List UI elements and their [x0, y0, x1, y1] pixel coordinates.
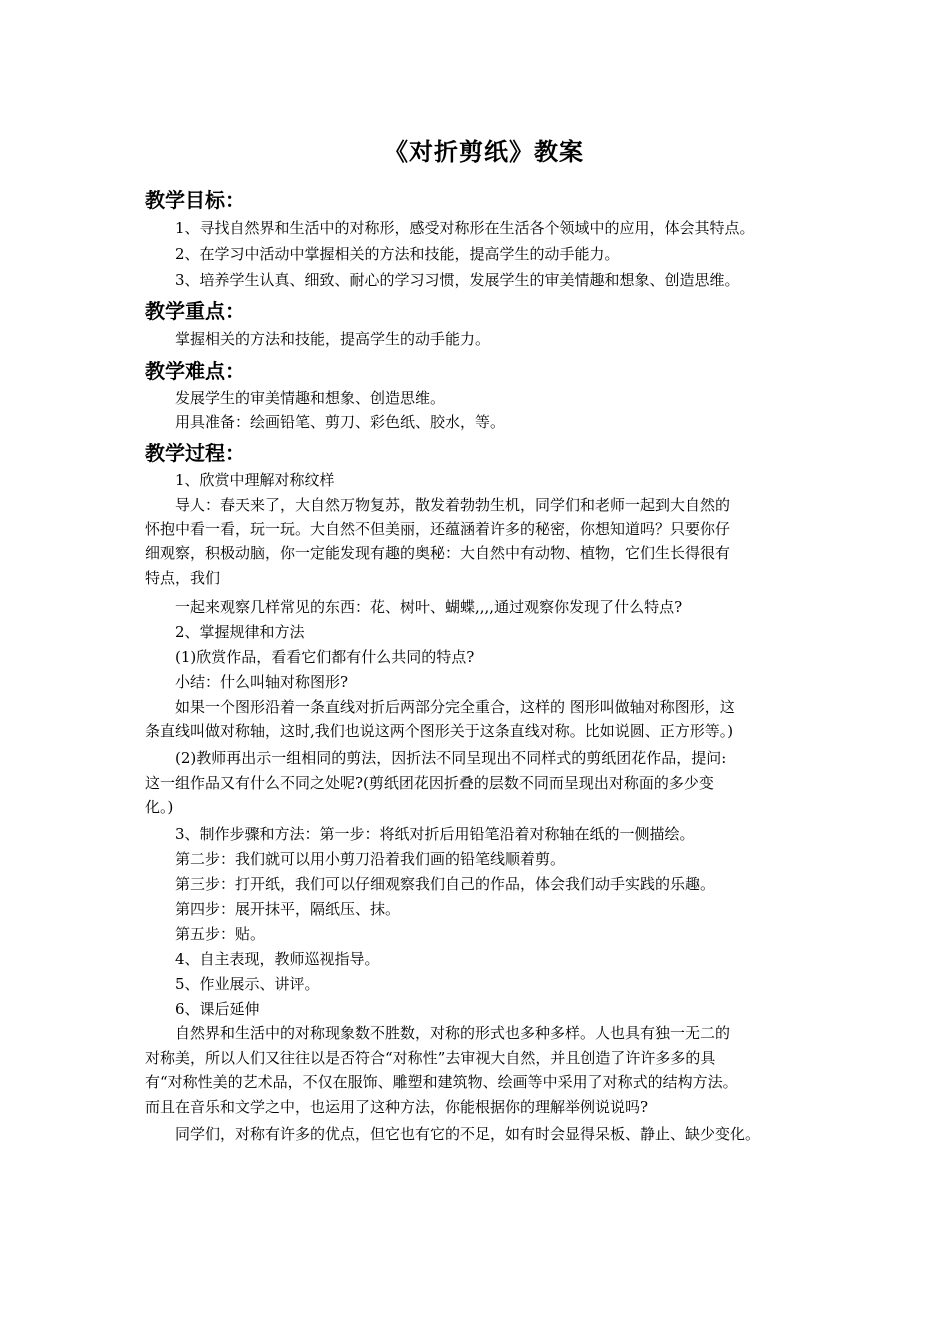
- difficulties-heading: 教学难点：: [145, 359, 245, 383]
- materials-text: 用具准备：绘画铅笔、剪刀、彩色纸、胶水，等。: [175, 413, 506, 431]
- process-line: 同学们，对称有许多的优点，但它也有它的不足，如有时会显得呆板、静止、缺少变化。: [175, 1125, 761, 1143]
- process-line: 而且在音乐和文学之中，也运用了这种方法，你能根据你的理解举例说说吗?: [145, 1098, 649, 1116]
- process-line: 第三步：打开纸，我们可以仔细观察我们自己的作品，体会我们动手实践的乐趣。: [175, 875, 716, 893]
- process-line: 一起来观察几样常见的东西：花、树叶、蝴蝶,,,,通过观察你发现了什么特点?: [175, 598, 683, 616]
- process-line: 这一组作品又有什么不同之处呢?(剪纸团花因折叠的层数不同而呈现出对称面的多少变: [145, 774, 714, 792]
- process-line: 第五步：贴。: [175, 925, 266, 943]
- process-line: 有“对称性美的艺术品，不仅在服饰、雕塑和建筑物、绘画等中采用了对称式的结构方法。: [145, 1073, 738, 1091]
- process-heading: 教学过程：: [145, 441, 245, 465]
- key-points-heading: 教学重点：: [145, 299, 245, 323]
- process-line: (2)教师再出示一组相同的剪法，因折法不同呈现出不同样式的剪纸团花作品，提问:: [175, 749, 727, 767]
- process-line: 第二步：我们就可以用小剪刀沿着我们画的铅笔线顺着剪。: [175, 850, 566, 868]
- process-line: 4、自主表现，教师巡视指导。: [175, 950, 380, 968]
- goal-item: 2、在学习中活动中掌握相关的方法和技能，提高学生的动手能力。: [175, 245, 620, 263]
- process-line: 第四步：展开抹平，隔纸压、抹。: [175, 900, 401, 918]
- process-line: 条直线叫做对称轴，这时,我们也说这两个图形关于这条直线对称。比如说圆、正方形等。): [145, 722, 734, 740]
- process-line: 2、掌握规律和方法: [175, 623, 305, 641]
- process-line: 对称美，所以人们又往往以是否符合“对称性”去审视大自然，并且创造了许许多多的具: [145, 1049, 716, 1067]
- process-line: 5、作业展示、讲评。: [175, 975, 320, 993]
- process-line: 1、欣赏中理解对称纹样: [175, 471, 335, 489]
- process-line: (1)欣赏作品，看看它们都有什么共同的特点?: [175, 648, 475, 666]
- process-line: 化。): [145, 798, 174, 816]
- difficulties-text: 发展学生的审美情趣和想象、创造思维。: [175, 389, 446, 407]
- process-line: 导人：春天来了，大自然万物复苏，散发着勃勃生机，同学们和老师一起到大自然的: [175, 496, 731, 514]
- process-line: 细观察，积极动脑，你一定能发现有趣的奥秘：大自然中有动物、植物，它们生长得很有: [145, 544, 731, 562]
- process-line: 特点，我们: [145, 569, 221, 587]
- key-points-text: 掌握相关的方法和技能，提高学生的动手能力。: [175, 330, 491, 348]
- goal-item: 1、寻找自然界和生活中的对称形，感受对称形在生活各个领域中的应用，体会其特点。: [175, 219, 755, 237]
- process-line: 3、制作步骤和方法：第一步：将纸对折后用铅笔沿着对称轴在纸的一侧描绘。: [175, 825, 695, 843]
- goal-item: 3、培养学生认真、细致、耐心的学习习惯，发展学生的审美情趣和想象、创造思维。: [175, 271, 740, 289]
- process-line: 小结：什么叫轴对称图形?: [175, 673, 349, 691]
- process-line: 6、课后延伸: [175, 1000, 260, 1018]
- goals-heading: 教学目标：: [145, 188, 245, 212]
- process-line: 怀抱中看一看，玩一玩。大自然不但美丽，还蕴涵着许多的秘密，你想知道吗？只要你仔: [145, 520, 731, 538]
- process-line: 自然界和生活中的对称现象数不胜数，对称的形式也多种多样。人也具有独一无二的: [175, 1024, 731, 1042]
- document-title: 《对折剪纸》教案: [384, 137, 584, 166]
- process-line: 如果一个图形沿着一条直线对折后两部分完全重合，这样的 图形叫做轴对称图形，这: [175, 698, 735, 716]
